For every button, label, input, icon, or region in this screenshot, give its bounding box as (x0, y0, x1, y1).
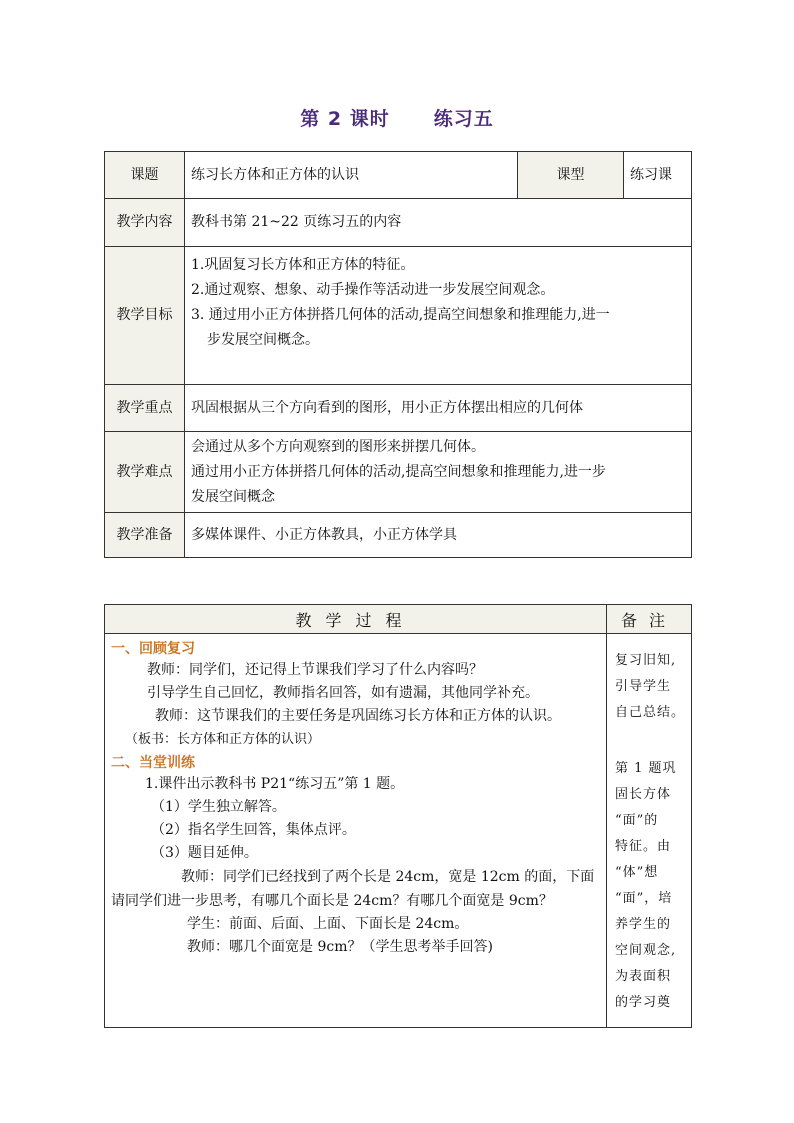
content-row (105, 199, 692, 247)
lesson-topic: 练习五 (433, 108, 494, 130)
review-line-2: 引导学生自己回忆，教师指名回答，如有遗漏，其他同学补充。 (147, 685, 539, 701)
notes-column (607, 634, 692, 1028)
goal-2: 2.通过观察、想象、动手操作等活动进一步发展空间观念。 (191, 282, 555, 298)
teaching-process-table (104, 604, 692, 1028)
note-review-1: 复习旧知, (615, 653, 677, 668)
practice-sub-3: （3）题目延伸。 (151, 845, 258, 861)
notes-header: 备注 (607, 605, 692, 634)
content-label: 教学内容 (105, 199, 185, 247)
difficulty-cell (185, 432, 692, 513)
note-practice-3: “面”的 (615, 813, 659, 828)
goal-3: 3. 通过用小正方体拼搭几何体的活动,提高空间想象和推理能力,进一 (191, 307, 610, 323)
review-line-1: 教师：同学们，还记得上节课我们学习了什么内容吗？ (147, 662, 483, 678)
note-review-2: 引导学生 (615, 679, 672, 694)
note-practice-4: 特征。由 (615, 839, 672, 854)
review-line-3: 教师：这节课我们的主要任务是巩固练习长方体和正方体的认识。 (155, 708, 561, 724)
type-value: 练习课 (624, 152, 692, 199)
page-title (0, 104, 794, 131)
practice-sub-1: （1）学生独立解答。 (151, 799, 286, 815)
key-point-value: 巩固根据从三个方向看到的图形，用小正方体摆出相应的几何体 (185, 385, 692, 432)
difficulty-row (105, 432, 692, 513)
teacher-question: 教师：哪几个面宽是 9cm？（学生思考举手回答) (187, 939, 493, 955)
note-practice-5: “体”想 (615, 865, 659, 880)
practice-item-1: 1.课件出示教科书 P21“练习五”第 1 题。 (145, 776, 405, 792)
goal-3-cont: 步发展空间概念。 (207, 332, 319, 348)
type-label: 课型 (518, 152, 624, 199)
note-practice-1: 第 1 题巩 (615, 761, 677, 776)
note-practice-9: 为表面积 (615, 969, 672, 984)
difficulty-label: 教学难点 (105, 432, 185, 513)
process-content (105, 634, 607, 1028)
process-header-row (105, 605, 692, 634)
key-point-row (105, 385, 692, 432)
note-review-3: 自己总结。 (615, 705, 686, 720)
difficulty-1: 会通过从多个方向观察到的图形来拼摆几何体。 (191, 438, 485, 455)
note-practice-8: 空间观念, (615, 943, 677, 958)
process-header: 教学过程 (105, 605, 607, 634)
section-practice-heading: 二、当堂训练 (111, 755, 195, 771)
section-review-heading: 一、回顾复习 (111, 641, 195, 657)
prep-value: 多媒体课件、小正方体教具，小正方体学具 (185, 513, 692, 558)
difficulty-2: 通过用小正方体拼搭几何体的活动,提高空间想象和推理能力,进一步 (191, 463, 606, 480)
note-practice-10: 的学习奠 (615, 995, 672, 1010)
topic-value: 练习长方体和正方体的认识 (185, 152, 518, 199)
difficulty-3: 发展空间概念 (191, 488, 275, 505)
note-practice-2: 固长方体 (615, 787, 672, 802)
prep-row (105, 513, 692, 558)
goals-cell (185, 247, 692, 385)
topic-row (105, 152, 692, 199)
note-practice-6: “面”，培 (615, 891, 673, 906)
process-body-row (105, 634, 692, 1028)
student-answer: 学生：前面、后面、上面、下面长是 24cm。 (187, 916, 469, 932)
lesson-info-table (104, 151, 692, 558)
goal-1: 1.巩固复习长方体和正方体的特征。 (191, 257, 415, 273)
topic-label: 课题 (105, 152, 185, 199)
content-value: 教科书第 21~22 页练习五的内容 (185, 199, 692, 247)
goals-row (105, 247, 692, 385)
lesson-number: 第 2 课时 (300, 108, 390, 130)
note-practice-7: 养学生的 (615, 917, 672, 932)
practice-paragraph: 教师：同学们已经找到了两个长是 24cm，宽是 12cm 的面，下面请同学们进一步思考，有哪几个面长是 24cm？有哪几个面宽是 9cm？ (111, 869, 595, 909)
key-point-label: 教学重点 (105, 385, 185, 432)
practice-sub-2: （2）指名学生回答，集体点评。 (151, 822, 356, 838)
board-note: （板书：长方体和正方体的认识） (125, 732, 321, 747)
goals-label: 教学目标 (105, 247, 185, 385)
prep-label: 教学准备 (105, 513, 185, 558)
